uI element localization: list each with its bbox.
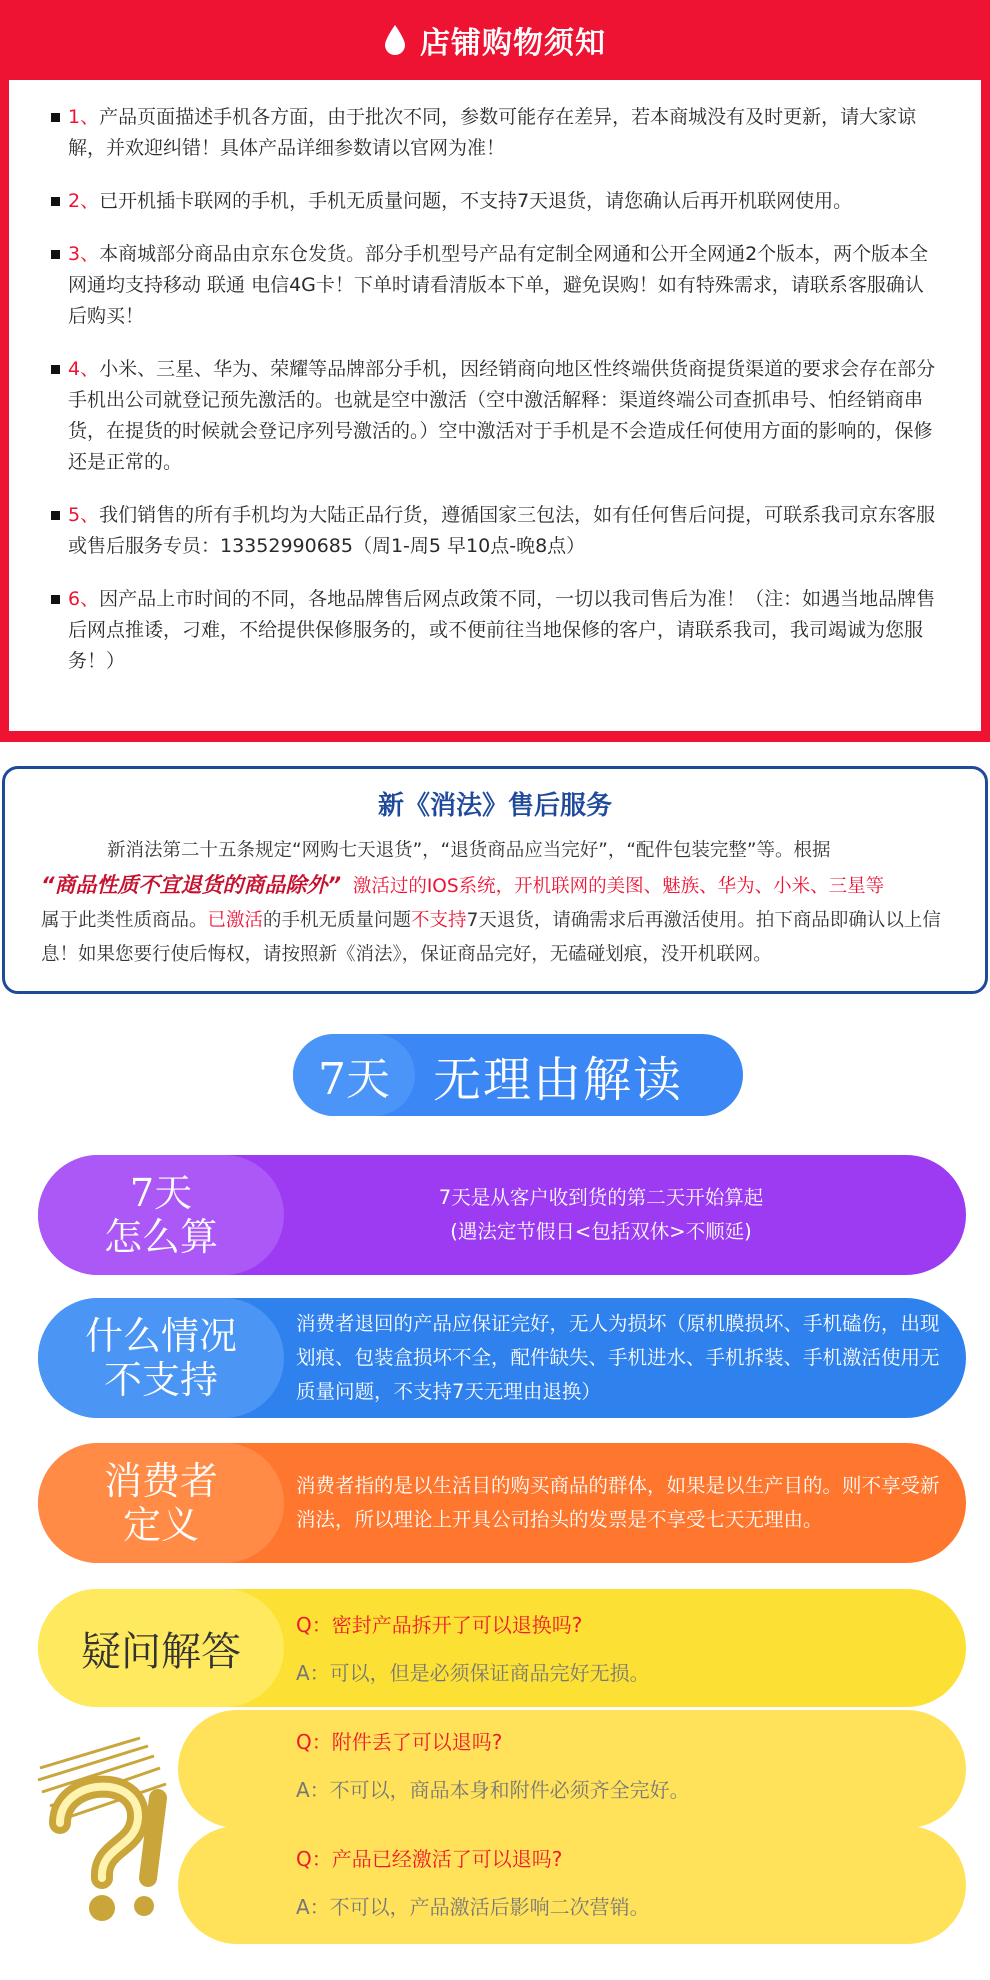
- notice-item-number: 4、: [68, 358, 100, 380]
- notice-item-number: 5、: [68, 504, 100, 526]
- faq-answer: A：不可以，商品本身和附件必须齐全完好。: [296, 1778, 690, 1802]
- notice-header: [0, 0, 990, 80]
- notice-item-number: 1、: [68, 106, 100, 128]
- notice-item-number: 6、: [68, 588, 100, 610]
- law-text-activated: 已激活: [207, 910, 264, 931]
- notice-item-number: 2、: [68, 190, 100, 212]
- faq-question: Q：附件丢了可以退吗?: [296, 1730, 503, 1754]
- faq-answer: A：可以，但是必须保证商品完好无损。: [296, 1661, 650, 1685]
- bar-label-line: 定义: [122, 1503, 199, 1547]
- bar-label-line: 怎么算: [103, 1215, 218, 1259]
- notice-item-text: 本商城部分商品由京东仓发货。部分手机型号产品有定制全网通和公开全网通2个版本，两个版本全网通均支持移动 联通 电信4G卡！下单时请看清版本下单，避免误购！如有特殊需求，请联系客服确认后购买！: [68, 243, 929, 327]
- water-drop-icon: [384, 24, 406, 56]
- seven-day-banner: [293, 1034, 743, 1116]
- faq-item: [296, 1727, 690, 1805]
- notice-item: [51, 354, 941, 478]
- law-title: 新《消法》售后服务: [377, 791, 612, 821]
- faq-question: Q：密封产品拆开了可以退换吗?: [296, 1613, 583, 1637]
- bullet-icon: [51, 595, 60, 604]
- bar-label-line: 不支持: [103, 1358, 218, 1402]
- bar-label-line: 什么情况: [84, 1314, 237, 1358]
- bar-text: 消费者退回的产品应保证完好，无人为损坏（原机膜损坏、手机磕伤，出现划痕、包装盒损坏不全，配件缺失、手机进水、手机拆装、手机激活使用无质量问题，不支持7天无理由退换）: [296, 1312, 940, 1403]
- notice-item-text: 因产品上市时间的不同，各地品牌售后网点政策不同，一切以我司售后为准！（注：如遇当地品牌售后网点推诿，刁难，不给提供保修服务的，或不便前往当地保修的客户，请联系我司，我司竭诚为您服务！）: [68, 588, 936, 672]
- banner-days: 7天: [293, 1034, 415, 1116]
- notice-item-text: 我们销售的所有手机均为大陆正品行货，遵循国家三包法，如有任何售后问提，可联系我司京东客服或售后服务专员：13352990685（周1-周5 早10点-晚8点）: [68, 504, 936, 557]
- consumer-law-section: [2, 766, 988, 994]
- bar-text: 7天是从客户收到货的第二天开始算起 (遇法定节假日<包括双休>不顺延): [438, 1186, 764, 1243]
- notice-title: 店铺购物须知: [420, 26, 606, 61]
- law-text-5: 7天退货，请确需求后再激活使用。拍下商品即确认以上信息！如果您要行使后悔权，请按照新《消法》，保证商品完好，无磕碰划痕，没开机联网。: [41, 910, 941, 965]
- shopping-notice-section: [0, 0, 990, 742]
- faq-item: [296, 1610, 650, 1688]
- law-emphasis: “商品性质不宜退货的商品除外”: [41, 873, 342, 897]
- bullet-icon: [51, 113, 60, 122]
- bullet-icon: [51, 250, 60, 259]
- consumer-definition-bar: [38, 1443, 966, 1563]
- law-text-not-supported: 不支持: [411, 910, 467, 931]
- question-exclamation-icon: [20, 1728, 190, 1928]
- law-text-red: 激活过的IOS系统，开机联网的美图、魅族、华为、小米、三星等: [352, 876, 885, 897]
- bullet-icon: [51, 197, 60, 206]
- bar-label: [38, 1443, 284, 1563]
- how-to-count-bar: [38, 1155, 966, 1275]
- faq-label: 疑问解答: [38, 1589, 284, 1707]
- notice-item: [51, 102, 941, 164]
- banner-title: 无理由解读: [433, 1051, 684, 1108]
- notice-item: [51, 500, 941, 562]
- bar-text: 消费者指的是以生活目的购买商品的群体，如果是以生产目的。则不享受新消法，所以理论上开具公司抬头的发票是不享受七天无理由。: [296, 1474, 940, 1531]
- notice-item-text: 产品页面描述手机各方面，由于批次不同，参数可能存在差异，若本商城没有及时更新，请大家谅解，并欢迎纠错！具体产品详细参数请以官网为准！: [68, 106, 917, 159]
- faq-answer: A：不可以，产品激活后影响二次营销。: [296, 1895, 650, 1919]
- law-paragraph: [41, 834, 967, 972]
- law-text-3: 属于此类性质商品。: [41, 910, 208, 931]
- law-text-4: 的手机无质量问题: [263, 910, 412, 931]
- law-text-1: 新消法第二十五条规定“网购七天退货”，“退货商品应当完好”，“配件包装完整”等。根据: [107, 840, 831, 861]
- bullet-icon: [51, 511, 60, 520]
- faq-question: Q：产品已经激活了可以退吗?: [296, 1847, 563, 1871]
- bar-label-line: 7天: [129, 1171, 193, 1215]
- notice-item-text: 已开机插卡联网的手机，手机无质量问题，不支持7天退货，请您确认后再开机联网使用。: [99, 190, 853, 212]
- not-supported-bar: [38, 1298, 966, 1418]
- notice-list: [9, 80, 981, 731]
- bar-label-line: 消费者: [103, 1459, 218, 1503]
- bullet-icon: [51, 365, 60, 374]
- notice-item-text: 小米、三星、华为、荣耀等品牌部分手机，因经销商向地区性终端供货商提货渠道的要求会存在部分手机出公司就登记预先激活的。也就是空中激活（空中激活解释：渠道终端公司查抓串号、怕经销商串货，在提货的时候就会登记序列号激活的。）空中激活对于手机是不会造成任何使用方面的影响的，保修还是正常的。: [68, 358, 936, 473]
- notice-item: [51, 584, 941, 677]
- notice-item: [51, 239, 941, 332]
- faq-item: [296, 1844, 650, 1922]
- bar-label: [38, 1155, 284, 1275]
- notice-item-number: 3、: [68, 243, 100, 265]
- notice-item: [51, 186, 941, 217]
- bar-label: [38, 1298, 284, 1418]
